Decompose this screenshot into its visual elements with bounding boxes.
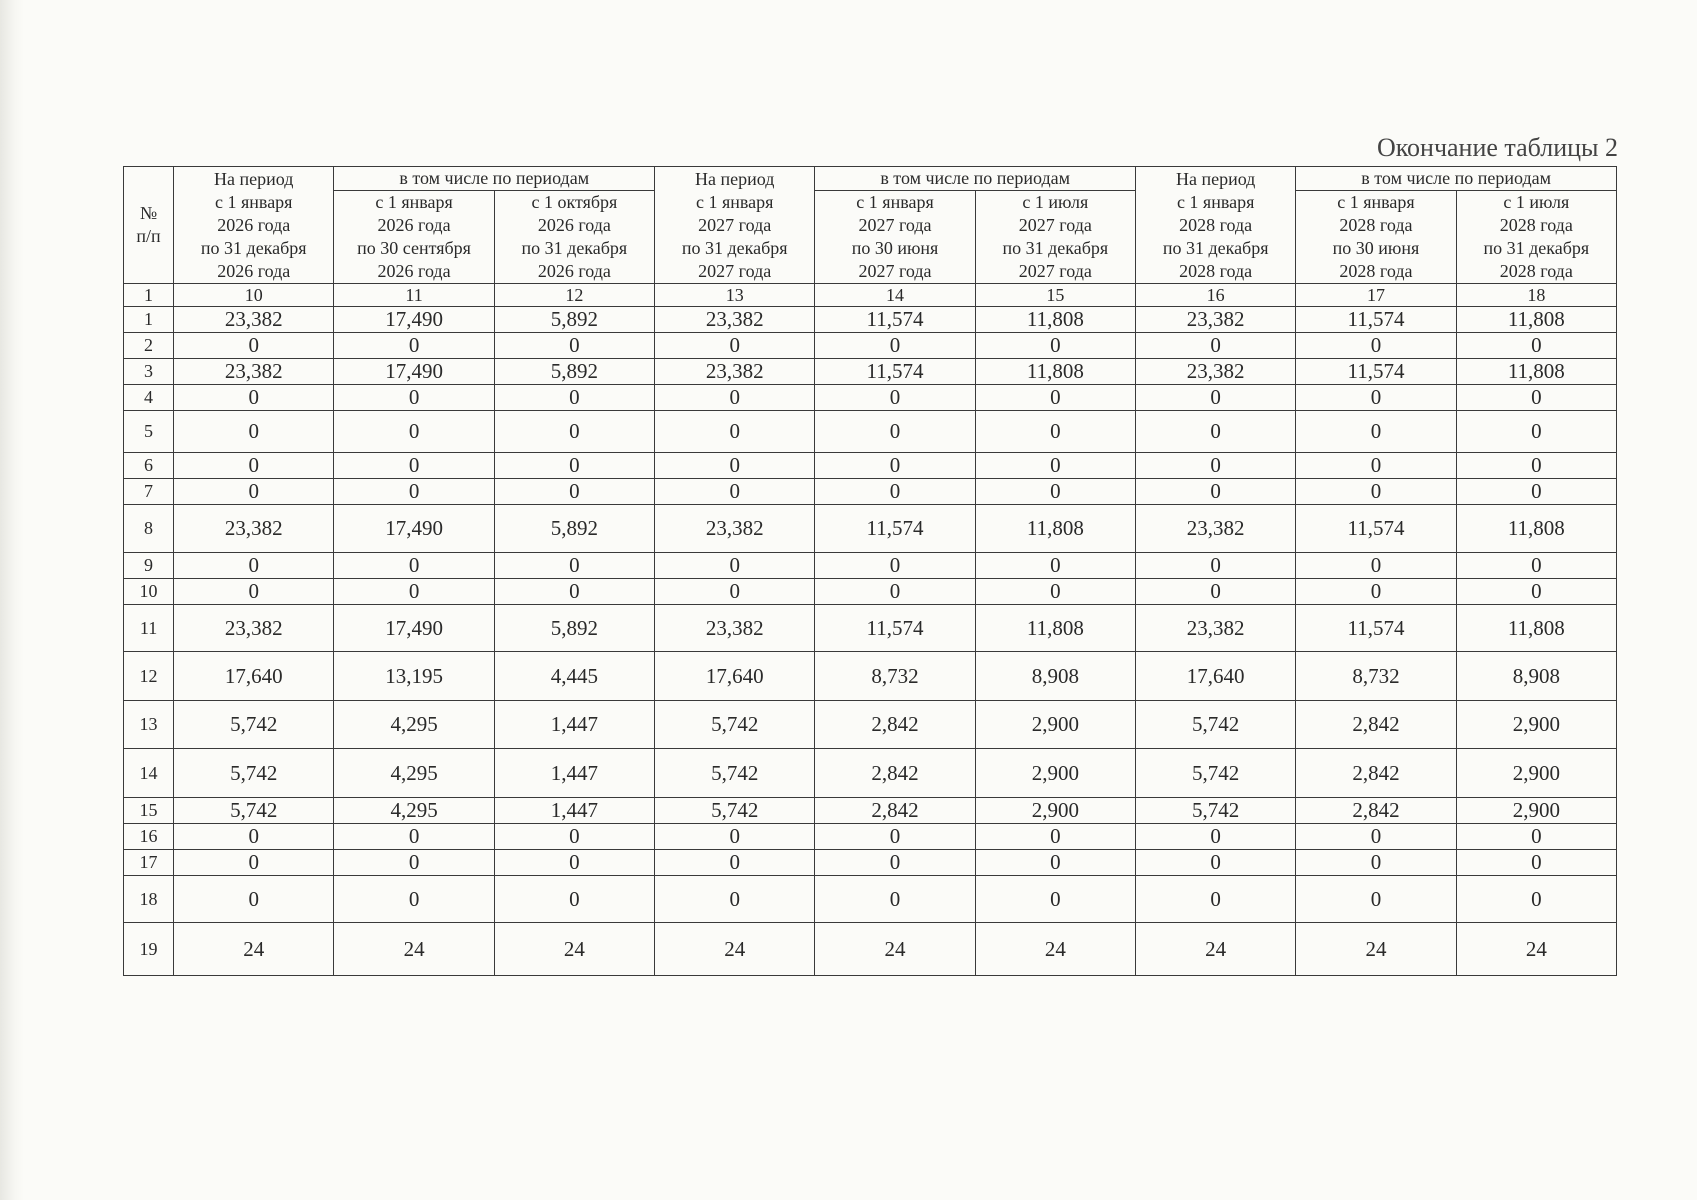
period-2026-part-2-header: с 1 октября 2026 года по 31 декабря 2026 года [494, 191, 654, 284]
row-number-cell: 19 [124, 923, 174, 976]
value-cell: 17,640 [1136, 652, 1296, 701]
value-cell: 11,574 [1296, 359, 1456, 385]
value-cell: 2,900 [1456, 701, 1616, 749]
table-row [124, 359, 1617, 385]
value-cell: 24 [174, 923, 334, 976]
value-cell: 5,742 [174, 798, 334, 824]
value-cell: 0 [1296, 453, 1456, 479]
value-cell: 0 [1456, 850, 1616, 876]
value-cell: 4,295 [334, 701, 494, 749]
value-cell: 11,574 [1296, 605, 1456, 652]
value-cell: 23,382 [174, 605, 334, 652]
column-number: 12 [494, 284, 654, 307]
row-number-cell: 14 [124, 749, 174, 798]
value-cell: 8,908 [975, 652, 1135, 701]
value-cell: 0 [655, 850, 815, 876]
value-cell: 0 [1296, 479, 1456, 505]
column-number: 11 [334, 284, 494, 307]
value-cell: 0 [1296, 850, 1456, 876]
value-cell: 0 [815, 411, 975, 453]
value-cell: 0 [815, 453, 975, 479]
value-cell: 0 [1136, 876, 1296, 923]
table-row [124, 605, 1617, 652]
value-cell: 0 [655, 824, 815, 850]
value-cell: 2,900 [1456, 798, 1616, 824]
value-cell: 11,574 [1296, 307, 1456, 333]
value-cell: 0 [815, 824, 975, 850]
row-number-cell: 12 [124, 652, 174, 701]
value-cell: 0 [655, 411, 815, 453]
table-row [124, 798, 1617, 824]
value-cell: 0 [334, 385, 494, 411]
period-2026-part-1-header: с 1 января 2026 года по 30 сентября 2026 года [334, 191, 494, 284]
value-cell: 11,808 [975, 505, 1135, 553]
value-cell: 0 [655, 453, 815, 479]
table-caption: Окончание таблицы 2 [1376, 133, 1618, 162]
row-number-cell: 9 [124, 553, 174, 579]
column-number: 16 [1136, 284, 1296, 307]
value-cell: 5,892 [494, 359, 654, 385]
value-cell: 11,808 [975, 605, 1135, 652]
value-cell: 17,490 [334, 605, 494, 652]
value-cell: 13,195 [334, 652, 494, 701]
value-cell: 2,842 [815, 749, 975, 798]
row-number-header: № п/п [124, 167, 174, 284]
value-cell: 0 [494, 876, 654, 923]
value-cell: 0 [1456, 876, 1616, 923]
value-cell: 11,808 [1456, 605, 1616, 652]
value-cell: 0 [334, 479, 494, 505]
row-number-cell: 17 [124, 850, 174, 876]
value-cell: 0 [815, 553, 975, 579]
value-cell: 17,640 [174, 652, 334, 701]
value-cell: 0 [1296, 579, 1456, 605]
table-row [124, 923, 1617, 976]
value-cell: 11,574 [815, 307, 975, 333]
value-cell: 24 [1456, 923, 1616, 976]
value-cell: 0 [494, 824, 654, 850]
value-cell: 0 [1456, 411, 1616, 453]
column-number: 17 [1296, 284, 1456, 307]
column-number: 10 [174, 284, 334, 307]
value-cell: 2,900 [975, 749, 1135, 798]
period-2028-total-header: На период с 1 января 2028 года по 31 декабря 2028 года [1136, 167, 1296, 284]
row-number-cell: 2 [124, 333, 174, 359]
value-cell: 5,742 [1136, 798, 1296, 824]
value-cell: 5,742 [174, 701, 334, 749]
value-cell: 23,382 [1136, 307, 1296, 333]
value-cell: 0 [1296, 553, 1456, 579]
table-body [124, 307, 1617, 976]
value-cell: 0 [494, 411, 654, 453]
table-row [124, 411, 1617, 453]
value-cell: 0 [975, 553, 1135, 579]
data-table [123, 166, 1617, 976]
value-cell: 4,295 [334, 749, 494, 798]
value-cell: 0 [494, 579, 654, 605]
row-number-cell: 1 [124, 307, 174, 333]
value-cell: 11,808 [1456, 505, 1616, 553]
table-row [124, 385, 1617, 411]
value-cell: 24 [655, 923, 815, 976]
value-cell: 0 [1136, 453, 1296, 479]
value-cell: 2,842 [1296, 798, 1456, 824]
value-cell: 0 [815, 479, 975, 505]
value-cell: 0 [494, 553, 654, 579]
value-cell: 0 [334, 411, 494, 453]
value-cell: 0 [975, 453, 1135, 479]
value-cell: 0 [494, 850, 654, 876]
value-cell: 0 [815, 876, 975, 923]
table-row [124, 307, 1617, 333]
value-cell: 0 [1456, 453, 1616, 479]
value-cell: 23,382 [1136, 359, 1296, 385]
value-cell: 2,842 [815, 798, 975, 824]
value-cell: 0 [1456, 553, 1616, 579]
table-row [124, 579, 1617, 605]
value-cell: 0 [975, 411, 1135, 453]
value-cell: 0 [494, 333, 654, 359]
value-cell: 0 [1296, 824, 1456, 850]
value-cell: 0 [334, 579, 494, 605]
value-cell: 0 [494, 385, 654, 411]
value-cell: 11,808 [975, 307, 1135, 333]
value-cell: 1,447 [494, 798, 654, 824]
value-cell: 0 [174, 850, 334, 876]
value-cell: 5,742 [655, 749, 815, 798]
value-cell: 2,842 [1296, 749, 1456, 798]
period-2027-part-1-header: с 1 января 2027 года по 30 июня 2027 года [815, 191, 975, 284]
period-2028-part-2-header: с 1 июля 2028 года по 31 декабря 2028 года [1456, 191, 1616, 284]
value-cell: 5,892 [494, 505, 654, 553]
value-cell: 0 [655, 553, 815, 579]
value-cell: 24 [494, 923, 654, 976]
value-cell: 0 [1456, 333, 1616, 359]
value-cell: 0 [1456, 824, 1616, 850]
row-number-cell: 16 [124, 824, 174, 850]
value-cell: 0 [1456, 385, 1616, 411]
column-number: 15 [975, 284, 1135, 307]
value-cell: 23,382 [174, 505, 334, 553]
row-number-cell: 5 [124, 411, 174, 453]
value-cell: 0 [815, 579, 975, 605]
value-cell: 0 [1296, 385, 1456, 411]
value-cell: 2,842 [1296, 701, 1456, 749]
value-cell: 2,900 [975, 701, 1135, 749]
value-cell: 0 [334, 453, 494, 479]
value-cell: 0 [1136, 553, 1296, 579]
value-cell: 0 [334, 876, 494, 923]
value-cell: 0 [975, 333, 1135, 359]
row-number-cell: 18 [124, 876, 174, 923]
value-cell: 0 [815, 385, 975, 411]
value-cell: 0 [975, 385, 1135, 411]
value-cell: 23,382 [655, 359, 815, 385]
row-number-cell: 8 [124, 505, 174, 553]
value-cell: 0 [1136, 333, 1296, 359]
table-row [124, 553, 1617, 579]
period-2027-subgroup-header: в том числе по периодам [815, 167, 1136, 191]
period-2027-part-2-header: с 1 июля 2027 года по 31 декабря 2027 года [975, 191, 1135, 284]
value-cell: 0 [494, 479, 654, 505]
value-cell: 5,892 [494, 605, 654, 652]
value-cell: 8,732 [1296, 652, 1456, 701]
row-number-cell: 3 [124, 359, 174, 385]
value-cell: 23,382 [655, 307, 815, 333]
value-cell: 5,742 [655, 798, 815, 824]
value-cell: 5,742 [655, 701, 815, 749]
value-cell: 5,892 [494, 307, 654, 333]
value-cell: 0 [815, 333, 975, 359]
value-cell: 0 [1456, 579, 1616, 605]
value-cell: 0 [1456, 479, 1616, 505]
value-cell: 0 [1136, 579, 1296, 605]
value-cell: 24 [975, 923, 1135, 976]
value-cell: 0 [1136, 850, 1296, 876]
value-cell: 11,808 [975, 359, 1135, 385]
value-cell: 5,742 [1136, 749, 1296, 798]
value-cell: 0 [494, 453, 654, 479]
value-cell: 17,490 [334, 505, 494, 553]
period-2027-total-header: На период с 1 января 2027 года по 31 декабря 2027 года [655, 167, 815, 284]
scan-edge [0, 0, 24, 1200]
value-cell: 17,490 [334, 359, 494, 385]
table-row [124, 652, 1617, 701]
value-cell: 0 [334, 553, 494, 579]
value-cell: 1,447 [494, 749, 654, 798]
table-row [124, 505, 1617, 553]
value-cell: 24 [1296, 923, 1456, 976]
value-cell: 2,900 [1456, 749, 1616, 798]
column-number: 18 [1456, 284, 1616, 307]
value-cell: 0 [174, 824, 334, 850]
table-row [124, 479, 1617, 505]
column-number: 13 [655, 284, 815, 307]
row-number-cell: 11 [124, 605, 174, 652]
value-cell: 0 [1296, 876, 1456, 923]
value-cell: 23,382 [174, 307, 334, 333]
value-cell: 17,490 [334, 307, 494, 333]
value-cell: 0 [975, 824, 1135, 850]
value-cell: 8,732 [815, 652, 975, 701]
value-cell: 0 [334, 824, 494, 850]
value-cell: 5,742 [174, 749, 334, 798]
value-cell: 11,574 [815, 605, 975, 652]
value-cell: 4,445 [494, 652, 654, 701]
value-cell: 2,900 [975, 798, 1135, 824]
value-cell: 0 [334, 850, 494, 876]
value-cell: 0 [655, 579, 815, 605]
table-row [124, 749, 1617, 798]
value-cell: 17,640 [655, 652, 815, 701]
value-cell: 0 [655, 385, 815, 411]
column-number-row [124, 284, 1617, 307]
value-cell: 0 [174, 553, 334, 579]
row-number-cell: 15 [124, 798, 174, 824]
value-cell: 11,574 [815, 505, 975, 553]
table-row [124, 333, 1617, 359]
table-row [124, 876, 1617, 923]
value-cell: 0 [655, 333, 815, 359]
row-number-cell: 7 [124, 479, 174, 505]
period-2026-subgroup-header: в том числе по периодам [334, 167, 655, 191]
value-cell: 0 [975, 876, 1135, 923]
value-cell: 0 [975, 479, 1135, 505]
column-number: 1 [124, 284, 174, 307]
value-cell: 2,842 [815, 701, 975, 749]
header-row-groups [124, 167, 1617, 191]
value-cell: 0 [1136, 824, 1296, 850]
value-cell: 23,382 [1136, 505, 1296, 553]
value-cell: 0 [1296, 411, 1456, 453]
value-cell: 11,808 [1456, 307, 1616, 333]
value-cell: 0 [1136, 479, 1296, 505]
value-cell: 0 [174, 579, 334, 605]
value-cell: 23,382 [655, 505, 815, 553]
value-cell: 0 [174, 479, 334, 505]
row-number-cell: 13 [124, 701, 174, 749]
value-cell: 1,447 [494, 701, 654, 749]
value-cell: 0 [174, 385, 334, 411]
value-cell: 0 [334, 333, 494, 359]
value-cell: 0 [174, 333, 334, 359]
value-cell: 11,574 [1296, 505, 1456, 553]
period-2028-subgroup-header: в том числе по периодам [1296, 167, 1617, 191]
value-cell: 8,908 [1456, 652, 1616, 701]
value-cell: 23,382 [1136, 605, 1296, 652]
value-cell: 0 [975, 850, 1135, 876]
value-cell: 0 [1136, 411, 1296, 453]
value-cell: 24 [334, 923, 494, 976]
header-row-periods [124, 191, 1617, 284]
value-cell: 0 [1296, 333, 1456, 359]
value-cell: 0 [174, 876, 334, 923]
value-cell: 0 [655, 479, 815, 505]
period-2028-part-1-header: с 1 января 2028 года по 30 июня 2028 года [1296, 191, 1456, 284]
period-2026-total-header: На период с 1 января 2026 года по 31 декабря 2026 года [174, 167, 334, 284]
value-cell: 0 [975, 579, 1135, 605]
value-cell: 0 [1136, 385, 1296, 411]
row-number-cell: 4 [124, 385, 174, 411]
value-cell: 5,742 [1136, 701, 1296, 749]
column-number: 14 [815, 284, 975, 307]
table-row [124, 824, 1617, 850]
value-cell: 0 [174, 411, 334, 453]
row-number-cell: 6 [124, 453, 174, 479]
value-cell: 23,382 [655, 605, 815, 652]
table-row [124, 701, 1617, 749]
table-row [124, 850, 1617, 876]
value-cell: 4,295 [334, 798, 494, 824]
value-cell: 23,382 [174, 359, 334, 385]
value-cell: 24 [1136, 923, 1296, 976]
table-row [124, 453, 1617, 479]
value-cell: 11,574 [815, 359, 975, 385]
value-cell: 0 [174, 453, 334, 479]
value-cell: 11,808 [1456, 359, 1616, 385]
value-cell: 24 [815, 923, 975, 976]
row-number-cell: 10 [124, 579, 174, 605]
value-cell: 0 [815, 850, 975, 876]
value-cell: 0 [655, 876, 815, 923]
